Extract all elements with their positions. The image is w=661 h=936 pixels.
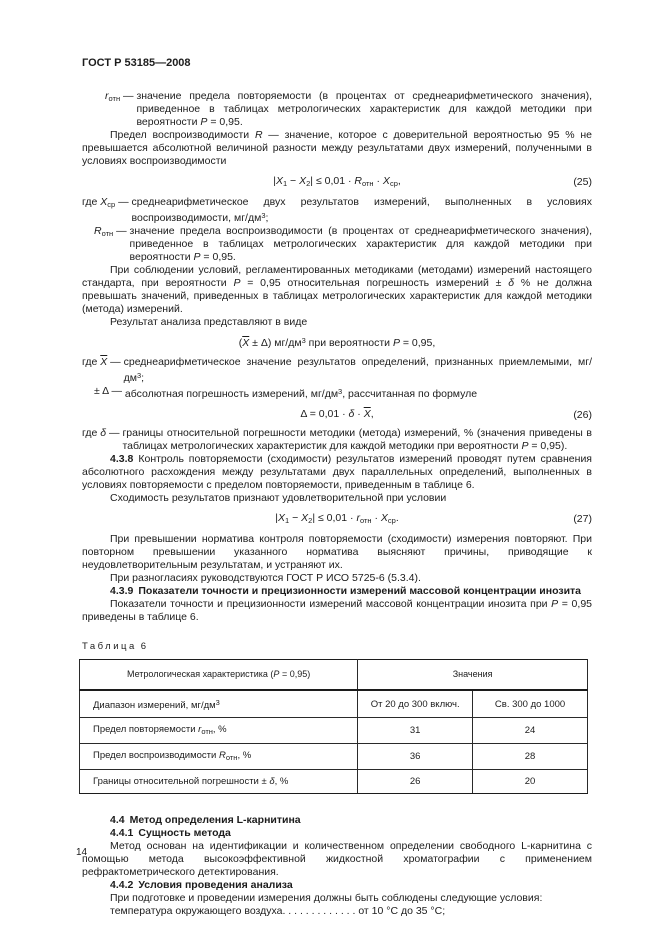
document-title: ГОСТ Р 53185—2008 [82, 57, 191, 69]
definition-x-bar [82, 356, 592, 385]
result-expression: $(\overline{X} \pm \Delta)$ $мг/дм^3$ при вероятности P = 0,95, [238, 336, 436, 349]
definition-r-big-otn-text: значение предела воспроизводимости (в процентах от среднеарифметического значения), приведенное в таблицах метрологических характеристик для каждой методики при вероятности P = 0,95. [129, 225, 592, 263]
table-header-characteristic: Метрологическая характеристика (P = 0,95) [80, 660, 358, 691]
definition-r-otn-term: rотн — [105, 90, 137, 103]
table-cell-repeatability-label: Предел повторяемости $r_{отн}$, % [80, 718, 358, 744]
table-cell-error-limits-v2: 20 [473, 770, 588, 794]
table-cell-error-limits-v1: 26 [358, 770, 473, 794]
definition-delta-abs-text: абсолютная погрешность измерений, $мг/дм^3$, рассчитанная по формуле [124, 387, 478, 400]
table-cell-range-v2: Св. 300 до 1000 [473, 690, 588, 718]
definition-delta [82, 427, 592, 453]
table-cell-error-limits-label: Границы относительной погрешности ± δ, % [80, 770, 358, 794]
table-6 [79, 659, 588, 794]
table-row-reproducibility [80, 744, 588, 770]
paragraph-disagreement: При разногласиях руководствуются ГОСТ Р ИСО 5725-6 (5.3.4). [110, 572, 421, 584]
formula-26-expression: $\Delta = 0,01 \cdot \delta \cdot \overline{X}$, [300, 408, 374, 420]
table-cell-repeatability-v1: 31 [358, 718, 473, 744]
table-caption [82, 640, 592, 653]
table-row-range [80, 690, 588, 718]
formula-27-expression: |X1 − X2| ≤ 0,01 · rотн · Xср. [275, 512, 399, 525]
table-cell-reproducibility-v2: 28 [473, 744, 588, 770]
definition-r-big-otn-term: Rотн — [94, 225, 130, 238]
table-cell-reproducibility-label: Предел воспроизводимости $R_{отн}$, % [80, 744, 358, 770]
table-cell-range-v1: От 20 до 300 включ. [358, 690, 473, 718]
formula-26 [82, 408, 592, 421]
formula-25 [82, 175, 592, 190]
paragraph-error-conditions: При соблюдении условий, регламентированных методиками (методами) измерений настоящего стандарта, при вероятности P = 0,95 относительная погрешность измерений ± δ % не должна превышать значений, приведенных в таблицах метрологических характеристик для каждой методики (метода) измерений. [82, 264, 592, 315]
table-caption-label: Таблица [82, 641, 137, 652]
definition-delta-abs [94, 385, 592, 401]
definition-delta-abs-term: ± Δ — [94, 385, 125, 397]
formula-27-number: (27) [573, 513, 592, 525]
paragraph-norm-exceed: При превышении норматива контроля повторяемости (сходимости) измерения повторяют. При повторном превышении указанного норматива выясняют причины, приводящие к неудовлетворительным результатам, и устраняют их. [82, 533, 592, 571]
formula-26-number: (26) [573, 409, 592, 421]
table-caption-number: 6 [140, 641, 147, 652]
paragraph-analysis-conditions: При подготовке и проведении измерения должны быть соблюдены следующие условия: [110, 892, 543, 904]
definition-r-big-otn [94, 225, 592, 264]
table-row-error-limits [80, 770, 588, 794]
heading-4-3-9: 4.3.9 Показатели точности и прецизионности измерений массовой концентрации инозита [110, 585, 582, 597]
definition-x-sr [82, 196, 592, 225]
definition-r-otn-text: значение предела повторяемости (в процентах от среднеарифметического значения), приведенное в таблицах метрологических характеристик для каждой методики при вероятности P = 0,95. [136, 90, 592, 128]
table-cell-reproducibility-v1: 36 [358, 744, 473, 770]
definition-delta-term: где δ — [82, 427, 123, 439]
paragraph-method-essence: Метод основан на идентификации и количественном определении свободного L-карнитина с помощью метода высокоэффективной жидкостной хроматографии с применением рефрактометрического детектирования. [82, 840, 592, 878]
table-header-row [80, 660, 588, 691]
paragraph-temperature-condition: температура окружающего воздуха. . . . . . . . . . . . . от 10 °С до 35 °С; [110, 905, 446, 917]
formula-27 [82, 512, 592, 527]
definition-x-sr-term: где Xср — [82, 196, 132, 209]
heading-4-4-2: 4.4.2 Условия проведения анализа [110, 879, 293, 891]
heading-4-4-1: 4.4.1 Сущность метода [110, 827, 231, 839]
table-row-repeatability [80, 718, 588, 744]
definition-delta-text: границы относительной погрешности методики (метода) измерений, % (значения приведены в таблицах метрологических характеристик для каждой методики при вероятности P = 0,95). [122, 427, 592, 452]
table-cell-range-label: Диапазон измерений, $мг/дм^3$ [80, 690, 358, 718]
table-header-values: Значения [358, 660, 588, 691]
table-cell-repeatability-v2: 24 [473, 718, 588, 744]
paragraph-4-3-8: 4.3.8 Контроль повторяемости (сходимости) результатов измерений проводят путем сравнения абсолютного расхождения между результатами двух параллельных определений, выполненных в условиях повторяемости с пределом повторяемости, приведенным в таблице 6. [82, 453, 592, 491]
paragraph-4-3-9: Показатели точности и прецизионности измерений массовой концентрации инозита при P = 0,95 приведены в таблице 6. [82, 598, 592, 623]
definition-r-otn [105, 90, 592, 129]
paragraph-reproducibility-limit: Предел воспроизводимости R — значение, которое с доверительной вероятностью 95 % не превышается абсолютной величиной разности между результатами двух измерений, полученными в условиях воспроизводимости [82, 129, 592, 167]
heading-4-4: 4.4 Метод определения L-карнитина [110, 814, 301, 826]
paragraph-convergence: Сходимость результатов признают удовлетворительной при условии [110, 492, 447, 504]
paragraph-result-intro: Результат анализа представляют в виде [110, 316, 308, 328]
page-number: 14 [76, 847, 88, 858]
definition-x-sr-text: среднеарифметическое двух результатов измерений, выполненных в условиях воспроизводимости, $мг/дм^3$; [131, 196, 592, 224]
formula-25-number: (25) [573, 176, 592, 188]
formula-25-expression: |X1 − X2| ≤ 0,01 · Rотн · Xср, [273, 175, 401, 188]
definition-x-bar-text: среднеарифметическое значение результатов определений, признанных приемлемыми, $мг/дм^3$; [123, 356, 592, 384]
definition-x-bar-term: где $\overline{X}$ — [82, 356, 124, 368]
